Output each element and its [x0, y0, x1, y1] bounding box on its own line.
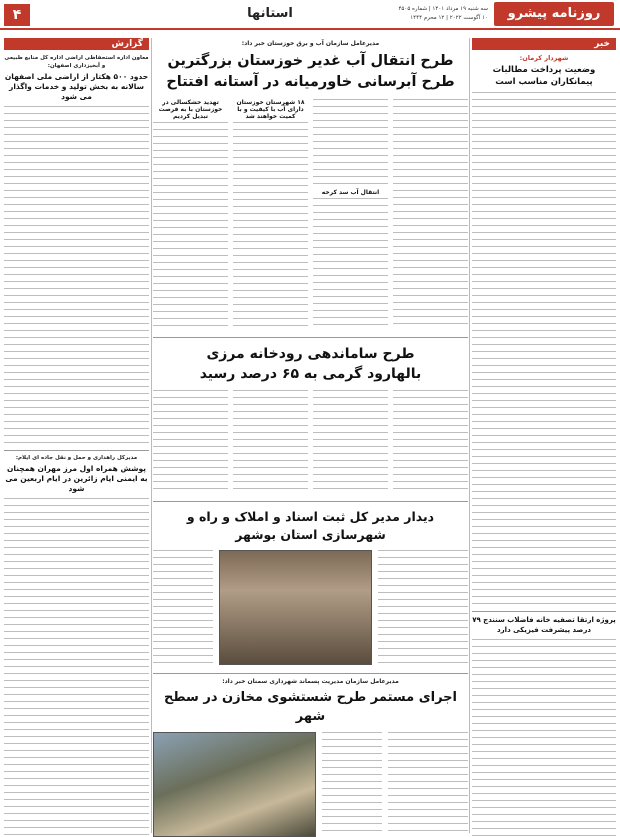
issue-info [358, 5, 488, 23]
story3-headline: دیدار مدیر کل ثبت اسناد و املاک و راه و شهرسازی استان بوشهر [186, 509, 435, 542]
story3-body-text [378, 550, 468, 665]
issue-date-line: سه شنبه ۱۹ مرداد ۱۴۰۱ | شماره ۴۵۰۵ [398, 6, 488, 12]
main-column [153, 38, 468, 833]
story1-body-text [313, 99, 388, 187]
report2-kicker: مدیرکل راهداری و حمل و نقل جاده ای ایلام: [15, 455, 138, 461]
section-title: استانها [247, 6, 293, 21]
column-divider [151, 38, 152, 833]
report-headline: حدود ۵۰۰ هکتار از اراضی ملی اصفهان سالانه به بخش تولید و خدمات واگذار می شود [4, 72, 149, 101]
story4-body-text [322, 732, 382, 837]
story1-col [233, 99, 308, 329]
story1-subhead: تهدید خشکسالی در خوزستان با به فرصت تبدیل کردیم [158, 99, 223, 120]
story1-kicker: مدیرعامل سازمان آب و برق خوزستان خبر داد: [241, 40, 380, 47]
story1-body-text [153, 122, 228, 327]
story4-headline: اجرای مستمر طرح شستشوی مخازن در سطح شهر [164, 690, 457, 724]
story1-headline: طرح انتقال آب غدیر خوزستان بزرگترین طرح آبرسانی خاورمیانه در آستانه افتتاح [166, 53, 455, 90]
story1-col [153, 99, 228, 329]
story4-body-text [388, 732, 468, 837]
box-body-text [472, 639, 616, 837]
story1-col [393, 99, 468, 329]
story4-row [153, 732, 468, 837]
report2-headline: پوشش همراه اول مرز مهران همچنان به ایمنی ایام زائرین در ایام اربعین می شود [5, 464, 148, 493]
story2-body-text [153, 390, 228, 495]
story1-subhead: ۱۸ شهرستان خوزستان دارای آب با کیفیت و با کمیت خواهند شد [236, 99, 305, 120]
story4-kicker: مدیرعامل سازمان مدیریت پسماند شهرداری سمنان خبر داد: [222, 678, 399, 685]
story-headline: وضعیت پرداخت مطالبات پیمانکاران مناسب است [492, 65, 596, 87]
divider [153, 337, 468, 338]
story2-columns [153, 390, 468, 495]
meeting-photo [219, 550, 372, 665]
left-column [4, 38, 149, 833]
report2-body-text [4, 498, 149, 837]
issue-date-line-2: ۱۰ آگوست ۲۰۲۲ | ۱۲ محرم ۱۴۴۴ [410, 15, 488, 21]
story-kicker: شهردار کرمان: [519, 54, 569, 62]
divider [472, 611, 616, 612]
story2-body-text [313, 390, 388, 495]
right-column [472, 38, 616, 833]
divider [4, 450, 149, 451]
story1-body-text [233, 122, 308, 327]
story1-columns [153, 99, 468, 329]
tank-cleaning-photo [153, 732, 316, 837]
story-body-text [472, 92, 616, 607]
story1-body-text [393, 99, 468, 329]
report-body-text [4, 106, 149, 446]
story2-body-text [393, 390, 468, 495]
page-number-badge: ۴ [4, 4, 30, 26]
story1-col [313, 99, 388, 329]
report-kicker: معاون اداره استحفاظی اراضی اداره کل منابع طبیعی و آبخیزداری اصفهان: [4, 55, 149, 69]
section-label-news: خبر [472, 38, 616, 50]
story2-headline: طرح ساماندهی رودخانه مرزی بالهارود گرمی به ۶۵ درصد رسید [199, 346, 422, 382]
story3-body-text [153, 550, 213, 665]
newspaper-logo: روزنامه پیشرو [494, 2, 614, 26]
column-divider [469, 38, 470, 833]
divider [153, 673, 468, 674]
story1-body-text [313, 198, 388, 328]
story2-body-text [233, 390, 308, 495]
story1-subhead: انتقال آب سد کرخه [321, 189, 380, 196]
story3-row [153, 550, 468, 665]
section-label-report: گزارش [4, 38, 149, 50]
divider [153, 501, 468, 502]
box-headline: پروژه ارتقا تصفیه خانه فاضلاب سنندج ۷۹ درصد پیشرفت فیزیکی دارد [472, 616, 616, 634]
